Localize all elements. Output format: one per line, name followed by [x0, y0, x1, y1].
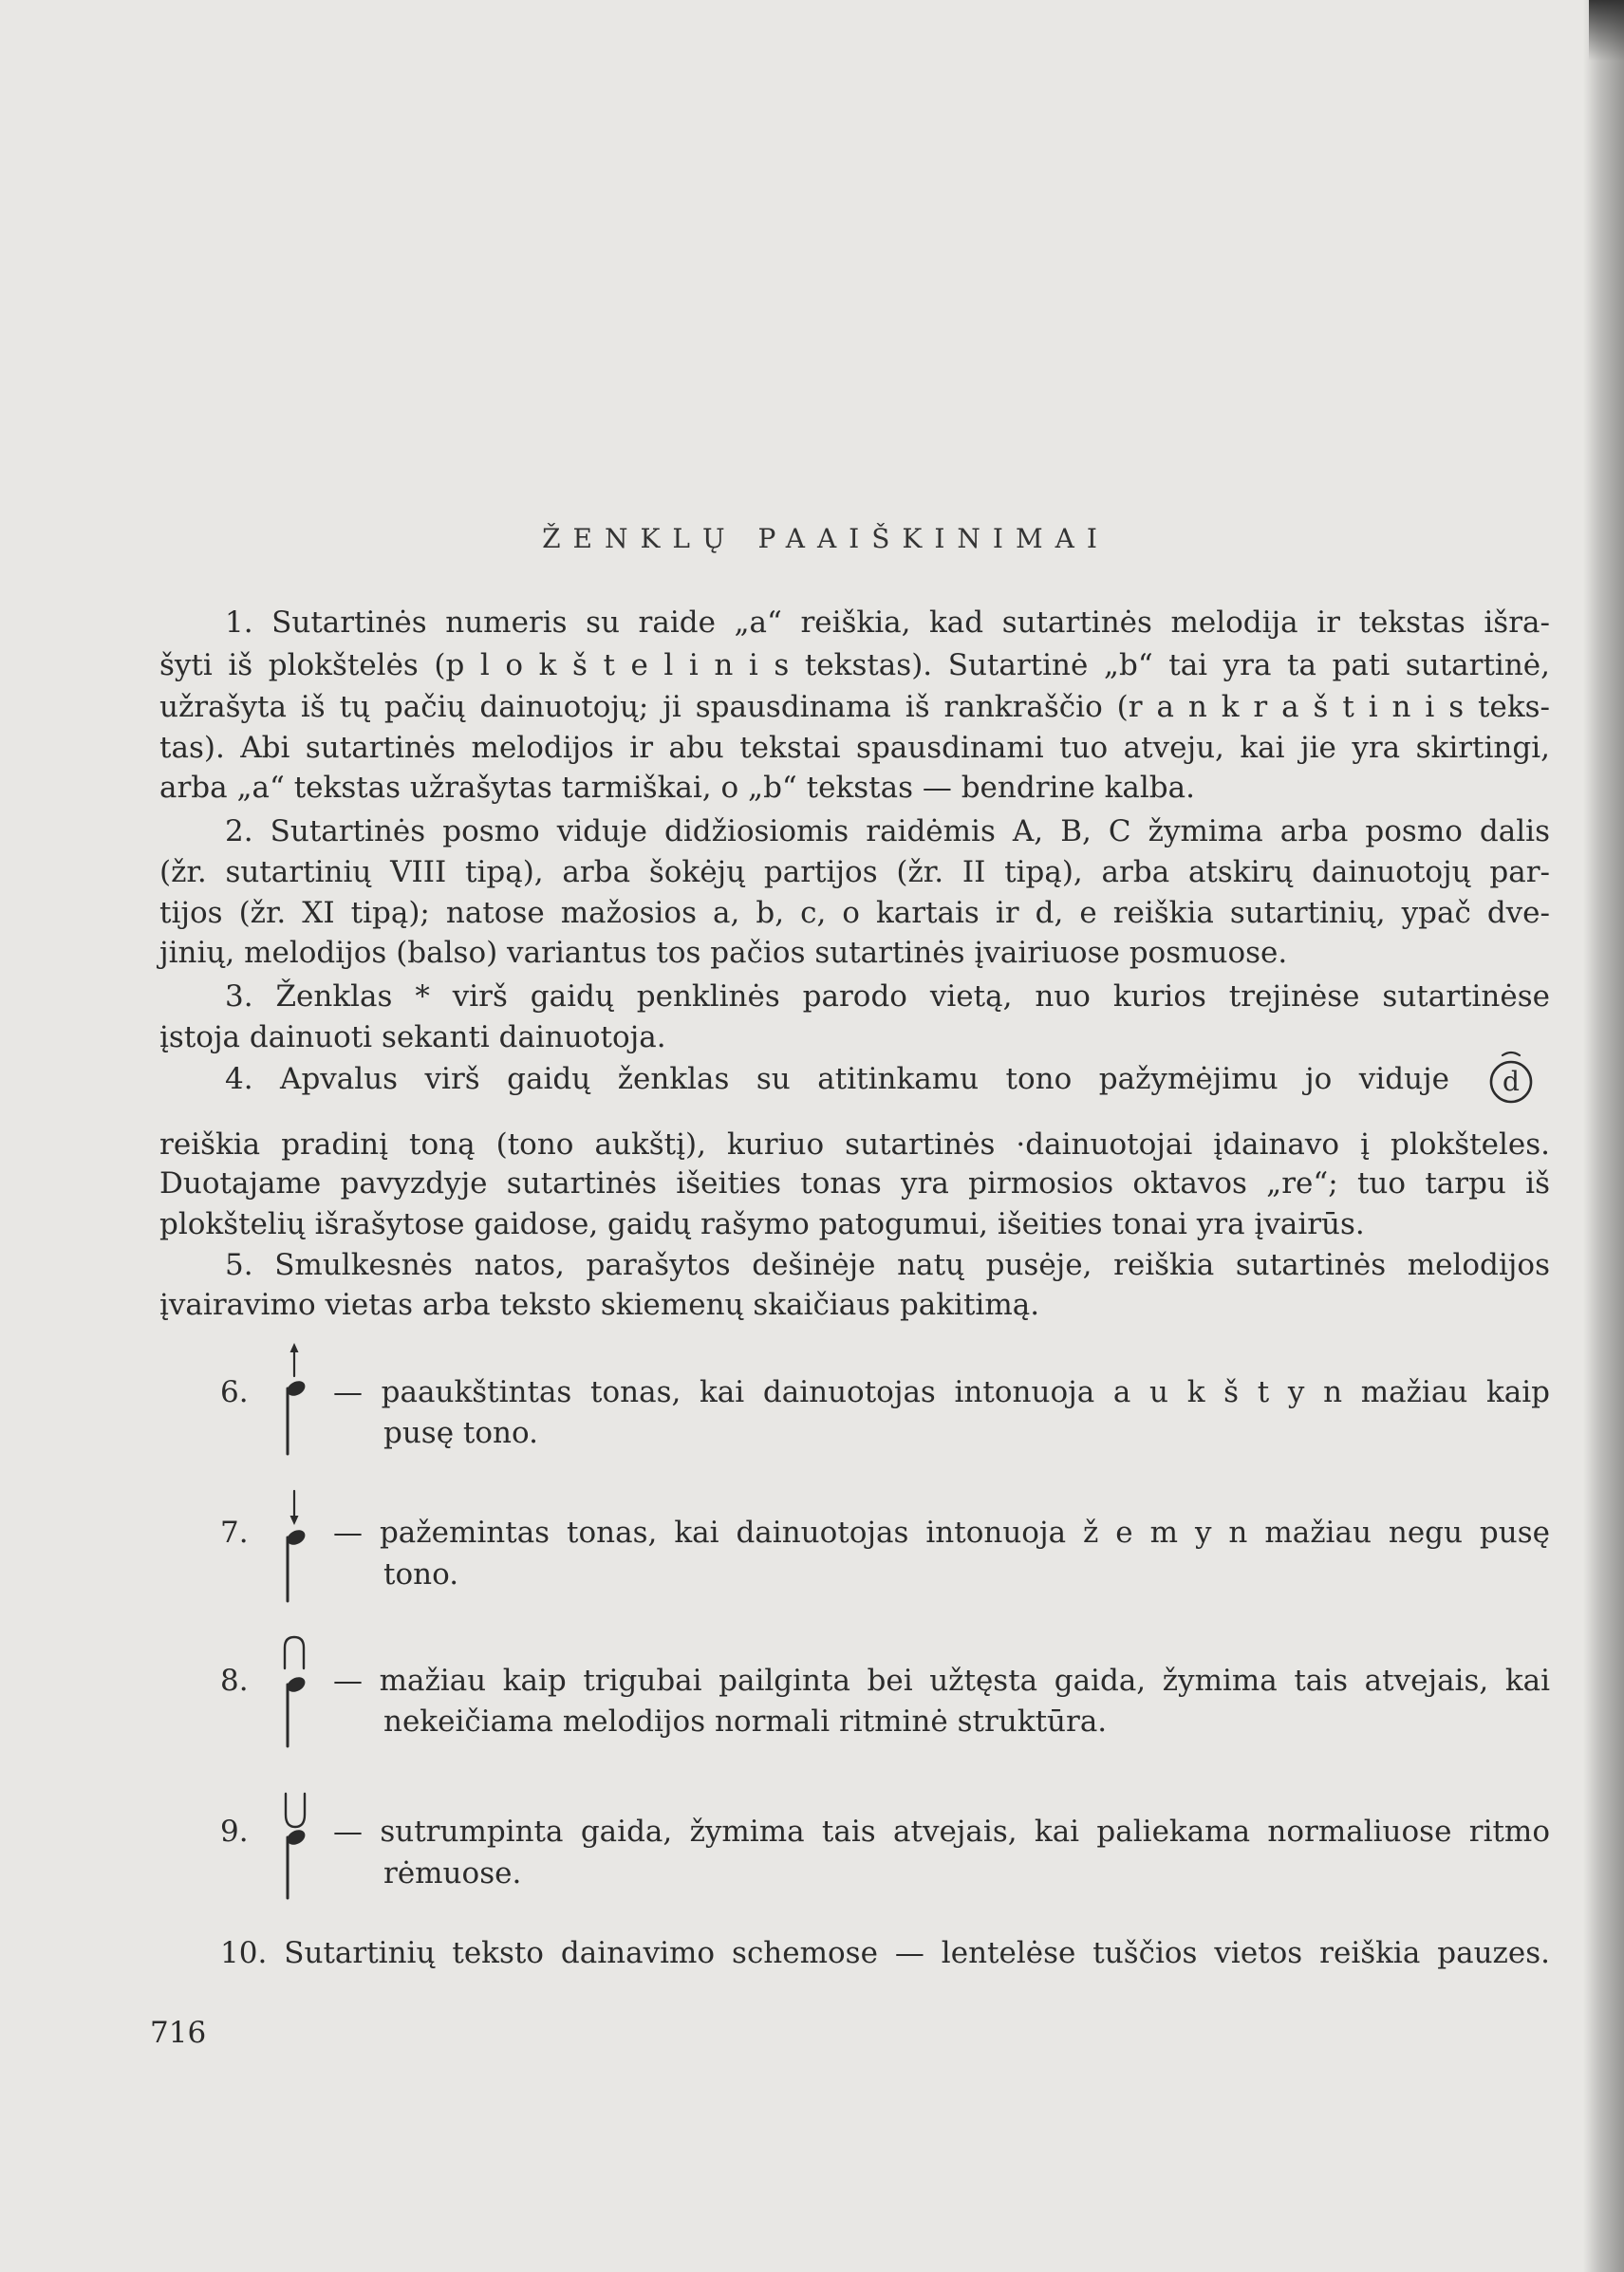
item-number: 8.: [220, 1664, 249, 1698]
explanation-4-line-3: Duotajame pavyzdyje sutartinės išeities tonas yra pirmosios oktavos „re“; tuo tarpu iš: [159, 1166, 1550, 1201]
tone-mark-tie: [1503, 1052, 1520, 1055]
explanation-3-line-2: įstoja dainuoti sekanti dainuotoja.: [159, 1020, 666, 1054]
explanation-2-line-2: (žr. sutartinių VIII tipą), arba šokėjų partijos (žr. II tipą), arba atskirų dainuotojų par-: [159, 855, 1550, 889]
explanation-2-line-3: tijos (žr. XI tipą); natose mažosios a, b, c, o kartais ir d, e reiškia sutartinių, ypač dve-: [159, 896, 1550, 930]
note-with-arch-icon: [273, 1632, 315, 1754]
explanation-2-line-1: 2. Sutartinės posmo viduje didžiosiomis raidėmis A, B, C žymima arba posmo dalis: [225, 814, 1550, 848]
item-number: 9.: [220, 1815, 249, 1849]
item-6-line-1: — paaukštintas tonas, kai dainuotojas intonuoja a u k š t y n mažiau kaip: [333, 1375, 1550, 1409]
item-number: 6.: [220, 1375, 249, 1409]
item-7-line-2: tono.: [383, 1557, 459, 1592]
tone-letter: d: [1503, 1066, 1520, 1097]
circled-tone-icon: [1482, 1044, 1540, 1105]
explanation-1-line-4: tas). Abi sutartinės melodijos ir abu tekstai spausdinami tuo atveju, kai jie yra skirtingi,: [159, 731, 1550, 765]
explanation-3-line-1: 3. Ženklas * virš gaidų penklinės parodo vietą, nuo kurios trejinėse sutartinėse: [225, 979, 1550, 1014]
page-corner-shadow: [1589, 0, 1624, 61]
item-9-line-1: — sutrumpinta gaida, žymima tais atvejais, kai paliekama normaliuose ritmo: [333, 1815, 1550, 1849]
explanation-4-line-2: reiškia pradinį toną (tono aukštį), kuriuo sutartinės ·dainuotojai įdainavo į plokšteles.: [159, 1127, 1550, 1162]
explanation-1-line-2: šyti iš plokštelės (p l o k š t e l i n i s tekstas). Sutartinė „b“ tai yra ta pati sutartinė,: [159, 648, 1550, 682]
note-with-down-arrow-icon: [273, 1485, 315, 1609]
explanation-1-line-1: 1. Sutartinės numeris su raide „a“ reiškia, kad sutartinės melodija ir tekstas išra-: [225, 605, 1550, 640]
up-arrow-head: [290, 1343, 299, 1352]
item-7-line-1: — pažemintas tonas, kai dainuotojas intonuoja ž e m y n mažiau negu pusę: [333, 1516, 1550, 1550]
item-8-line-2: nekeičiama melodijos normali ritminė struktūra.: [383, 1704, 1108, 1739]
explanation-1-line-3: užrašyta iš tų pačių dainuotojų; ji spausdinama iš rankraščio (r a n k r a š t i n i s teks-: [159, 690, 1550, 724]
note-with-up-arrow-icon: [273, 1338, 315, 1462]
page-number: 716: [150, 2016, 207, 2050]
cup-mark: [286, 1794, 305, 1827]
explanation-5-line-1: 5. Smulkesnės natos, parašytos dešinėje natų pusėje, reiškia sutartinės melodijos: [225, 1248, 1550, 1282]
note-with-cup-icon: [273, 1789, 315, 1905]
item-9-line-2: rėmuose.: [383, 1856, 522, 1890]
page-title: ŽENKLŲ PAAIŠKINIMAI: [542, 523, 1110, 554]
explanation-4-line-1: 4. Apvalus virš gaidų ženklas su atitinkamu tono pažymėjimu jo viduje: [225, 1062, 1449, 1096]
explanation-4-line-4: plokštelių išrašytose gaidose, gaidų rašymo patogumui, išeities tonai yra įvairūs.: [159, 1207, 1365, 1241]
explanation-1-line-5: arba „a“ tekstas užrašytas tarmiškai, o „b“ tekstas — bendrine kalba.: [159, 771, 1195, 805]
arch-mark: [285, 1637, 304, 1668]
explanation-5-line-2: įvairavimo vietas arba teksto skiemenų skaičiaus pakitimą.: [159, 1288, 1040, 1322]
item-8-line-1: — mažiau kaip trigubai pailginta bei užtęsta gaida, žymima tais atvejais, kai: [333, 1664, 1550, 1698]
page-edge-shadow: [1583, 0, 1624, 2272]
explanation-2-line-4: jinių, melodijos (balso) variantus tos pačios sutartinės įvairiuose posmuose.: [159, 936, 1288, 970]
item-number: 7.: [220, 1516, 249, 1550]
down-arrow-head: [290, 1516, 299, 1525]
explanation-10-line: 10. Sutartinių teksto dainavimo schemose — lentelėse tuščios vietos reiškia pauzes.: [220, 1936, 1550, 1970]
item-6-line-2: pusę tono.: [383, 1416, 538, 1450]
